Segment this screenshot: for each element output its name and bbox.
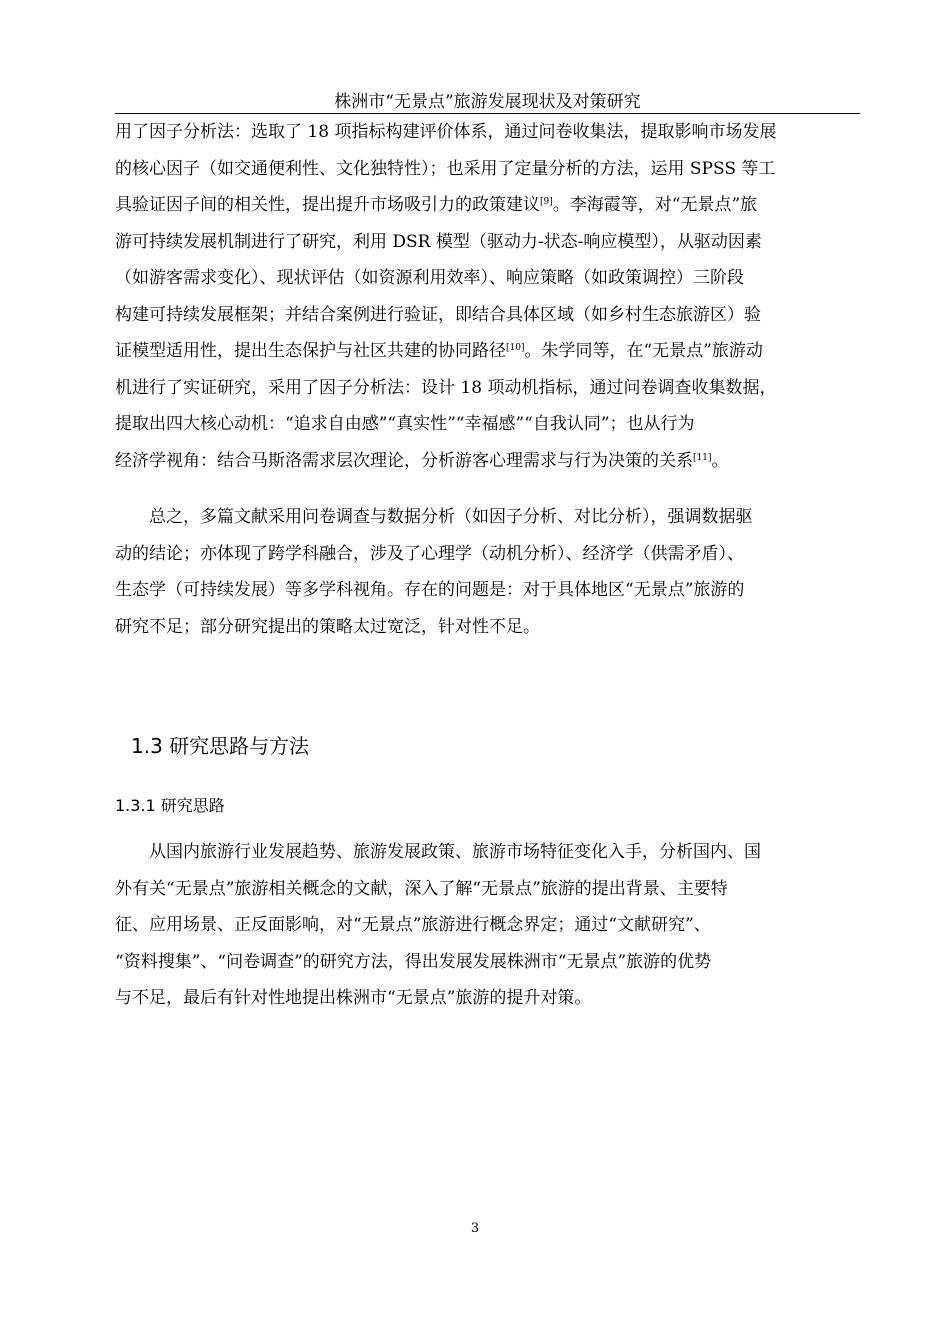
text-line	[115, 443, 860, 480]
text-line: 的核心因子（如交通便利性、文化独特性）；也采用了定量分析的方法，运用 SPSS 等工	[115, 158, 776, 179]
text-segment: 证模型适用性，提出生态保护与社区共建的协同路径	[115, 341, 506, 361]
citation-ref: [11]	[693, 452, 712, 463]
text-line: 动的结论；亦体现了跨学科融合，涉及了心理学（动机分析）、经济学（供需矛盾）、	[115, 543, 744, 564]
text-segment: 。	[711, 450, 729, 471]
text-line: 外有关“无景点”旅游相关概念的文献，深入了解“无景点”旅游的提出背景、主要特	[115, 878, 728, 899]
text-line	[115, 333, 860, 370]
summary-paragraph	[115, 499, 860, 645]
text-line	[115, 187, 860, 224]
text-line: 构建可持续发展框架；并结合案例进行验证，即结合具体区域（如乡村生态旅游区）验	[115, 304, 761, 325]
citation-ref: [9]	[540, 197, 553, 207]
citation-ref: [10]	[506, 343, 525, 353]
page-number: 3	[470, 1221, 480, 1236]
text-line: 总之，多篇文献采用问卷调查与数据分析（如因子分析、对比分析），强调数据驱	[149, 507, 753, 527]
literature-review-paragraph	[115, 114, 860, 479]
section-heading: 1.3 研究思路与方法	[131, 734, 310, 758]
running-header: 株洲市“无景点”旅游发展现状及对策研究	[115, 91, 860, 114]
research-approach-paragraph	[115, 834, 860, 1017]
text-line: 生态学（可持续发展）等多学科视角。存在的问题是：对于具体地区“无景点”旅游的	[115, 580, 745, 600]
text-segment: 具验证因子间的相关性，提出提升市场吸引力的政策建议	[115, 195, 540, 215]
text-line: 提取出四大核心动机：“追求自由感”“真实性”“幸福感”“自我认同”；也从行为	[115, 414, 695, 434]
text-line: “资料搜集”、“问卷调查”的研究方法，得出发展发展株洲市“无景点”旅游的优势	[115, 951, 712, 972]
text-line: 游可持续发展机制进行了研究，利用 DSR 模型（驱动力-状态-响应模型），从驱动因素	[115, 231, 762, 252]
text-line: 征、应用场景、正反面影响，对“无景点”旅游进行概念界定；通过“文献研究”、	[115, 915, 711, 935]
text-line: 从国内旅游行业发展趋势、旅游发展政策、旅游市场特征变化入手，分析国内、国	[149, 842, 761, 862]
text-segment: 。朱学同等，在“无景点”旅游动	[524, 341, 763, 361]
text-line: 与不足，最后有针对性地提出株洲市“无景点”旅游的提升对策。	[115, 988, 592, 1008]
subsection-heading: 1.3.1 研究思路	[115, 796, 225, 815]
text-line: 研究不足；部分研究提出的策略太过宽泛，针对性不足。	[115, 616, 540, 637]
text-segment: 经济学视角：结合马斯洛需求层次理论，分析游客心理需求与行为决策的关系	[115, 450, 693, 471]
text-line: （如游客需求变化）、现状评估（如资源利用效率）、响应策略（如政策调控）三阶段	[115, 268, 744, 288]
text-segment: 。李海霞等，对“无景点”旅	[552, 195, 758, 215]
text-line: 机进行了实证研究，采用了因子分析法：设计 18 项动机指标，通过问卷调查收集数据，	[115, 377, 777, 398]
text-line: 用了因子分析法：选取了 18 项指标构建评价体系，通过问卷收集法，提取影响市场发展	[115, 122, 777, 142]
